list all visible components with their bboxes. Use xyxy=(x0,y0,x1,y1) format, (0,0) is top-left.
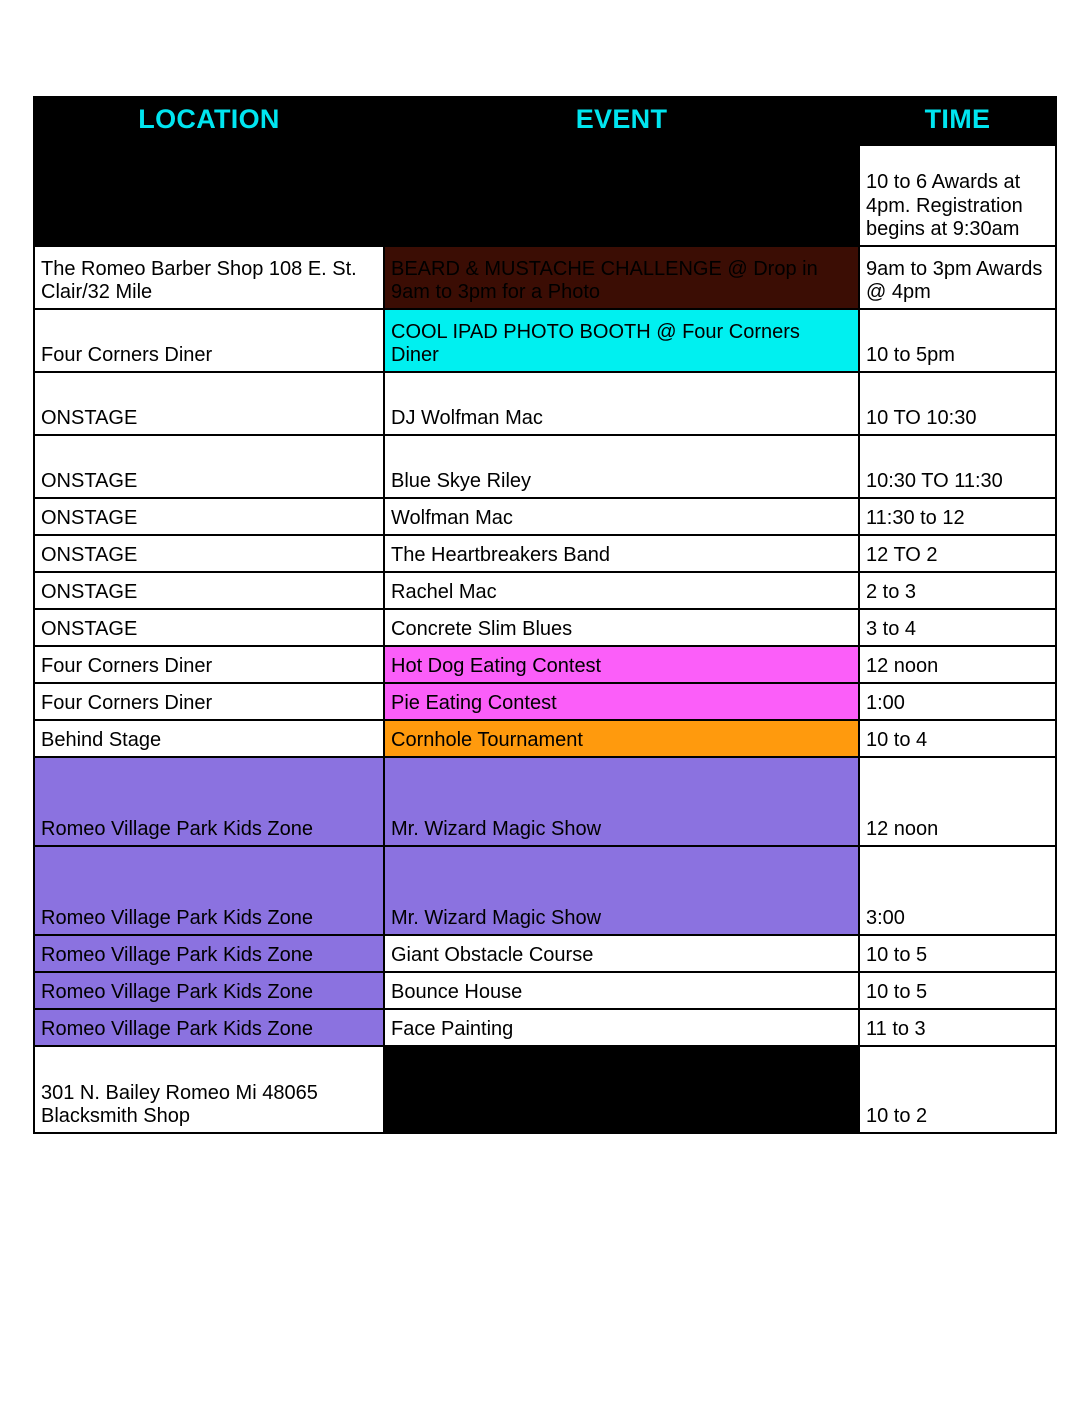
row-event: Cornhole Tournament xyxy=(384,720,859,757)
row-event: Blue Skye Riley xyxy=(384,435,859,498)
row-location: ONSTAGE xyxy=(34,572,384,609)
row-time: 10 to 5 xyxy=(859,972,1056,1009)
banner-time: 10 to 6 Awards at 4pm. Registration begins at 9:30am xyxy=(859,145,1056,246)
row-event: Giant Obstacle Course xyxy=(384,935,859,972)
row-location: Romeo Village Park Kids Zone xyxy=(34,972,384,1009)
row-location: Four Corners Diner xyxy=(34,683,384,720)
row-event: Hot Dog Eating Contest xyxy=(384,646,859,683)
row-event: Mr. Wizard Magic Show xyxy=(384,757,859,846)
row-location: ONSTAGE xyxy=(34,498,384,535)
row-event: Concrete Slim Blues xyxy=(384,609,859,646)
table-row xyxy=(34,972,1056,1009)
row-location: ONSTAGE xyxy=(34,372,384,435)
table-row xyxy=(34,846,1056,935)
row-event: The Heartbreakers Band xyxy=(384,535,859,572)
table-row xyxy=(34,572,1056,609)
table-row xyxy=(34,435,1056,498)
row-time: 3:00 xyxy=(859,846,1056,935)
banner-event: CAR SHOW xyxy=(384,145,859,246)
row-time: 10:30 TO 11:30 xyxy=(859,435,1056,498)
row-location: ONSTAGE xyxy=(34,609,384,646)
row-location: 301 N. Bailey Romeo Mi 48065 Blacksmith Shop xyxy=(34,1046,384,1133)
row-time: 10 to 5 xyxy=(859,935,1056,972)
row-location: Romeo Village Park Kids Zone xyxy=(34,757,384,846)
table-row xyxy=(34,935,1056,972)
row-event: Face Painting xyxy=(384,1009,859,1046)
row-event: Bounce House xyxy=(384,972,859,1009)
row-event: Pie Eating Contest xyxy=(384,683,859,720)
table-row xyxy=(34,757,1056,846)
schedule-table-container xyxy=(33,96,1055,1134)
row-time: 10 to 5pm xyxy=(859,309,1056,372)
table-row xyxy=(34,720,1056,757)
table-row xyxy=(34,646,1056,683)
table-row xyxy=(34,609,1056,646)
row-time: 11:30 to 12 xyxy=(859,498,1056,535)
row-location: The Romeo Barber Shop 108 E. St. Clair/32 Mile xyxy=(34,246,384,309)
table-header-row xyxy=(34,97,1056,145)
row-event: COOL IPAD PHOTO BOOTH @ Four Corners Diner xyxy=(384,309,859,372)
row-event: DJ Wolfman Mac xyxy=(384,372,859,435)
row-location: Romeo Village Park Kids Zone xyxy=(34,846,384,935)
table-row xyxy=(34,498,1056,535)
row-location: Four Corners Diner xyxy=(34,646,384,683)
table-row xyxy=(34,535,1056,572)
event-schedule-table xyxy=(33,96,1057,1134)
row-location: Romeo Village Park Kids Zone xyxy=(34,935,384,972)
column-header-event: EVENT xyxy=(384,97,859,145)
table-row xyxy=(34,1046,1056,1133)
row-time: 3 to 4 xyxy=(859,609,1056,646)
table-row xyxy=(34,683,1056,720)
row-time: 11 to 3 xyxy=(859,1009,1056,1046)
row-event: Rachel Mac xyxy=(384,572,859,609)
row-location: Romeo Village Park Kids Zone xyxy=(34,1009,384,1046)
column-header-time: TIME xyxy=(859,97,1056,145)
banner-location: MAIN STREET xyxy=(34,145,384,246)
column-header-location: LOCATION xyxy=(34,97,384,145)
table-row-banner xyxy=(34,145,1056,246)
row-time: 10 to 4 xyxy=(859,720,1056,757)
row-time: 2 to 3 xyxy=(859,572,1056,609)
row-time: 10 to 2 xyxy=(859,1046,1056,1133)
row-location: Behind Stage xyxy=(34,720,384,757)
row-time: 12 noon xyxy=(859,646,1056,683)
row-time: 10 TO 10:30 xyxy=(859,372,1056,435)
row-time: 1:00 xyxy=(859,683,1056,720)
row-event: Blacksmith Forge Open Live Demonstrations@ Romeo Historical Society Blacksmith Museum xyxy=(384,1046,859,1133)
table-row xyxy=(34,309,1056,372)
row-location: ONSTAGE xyxy=(34,535,384,572)
row-time: 9am to 3pm Awards @ 4pm xyxy=(859,246,1056,309)
row-event: Wolfman Mac xyxy=(384,498,859,535)
row-location: Four Corners Diner xyxy=(34,309,384,372)
row-time: 12 noon xyxy=(859,757,1056,846)
row-event: Mr. Wizard Magic Show xyxy=(384,846,859,935)
row-time: 12 TO 2 xyxy=(859,535,1056,572)
table-row xyxy=(34,246,1056,309)
table-row xyxy=(34,1009,1056,1046)
row-event: BEARD & MUSTACHE CHALLENGE @ Drop in 9am to 3pm for a Photo xyxy=(384,246,859,309)
table-row xyxy=(34,372,1056,435)
row-location: ONSTAGE xyxy=(34,435,384,498)
